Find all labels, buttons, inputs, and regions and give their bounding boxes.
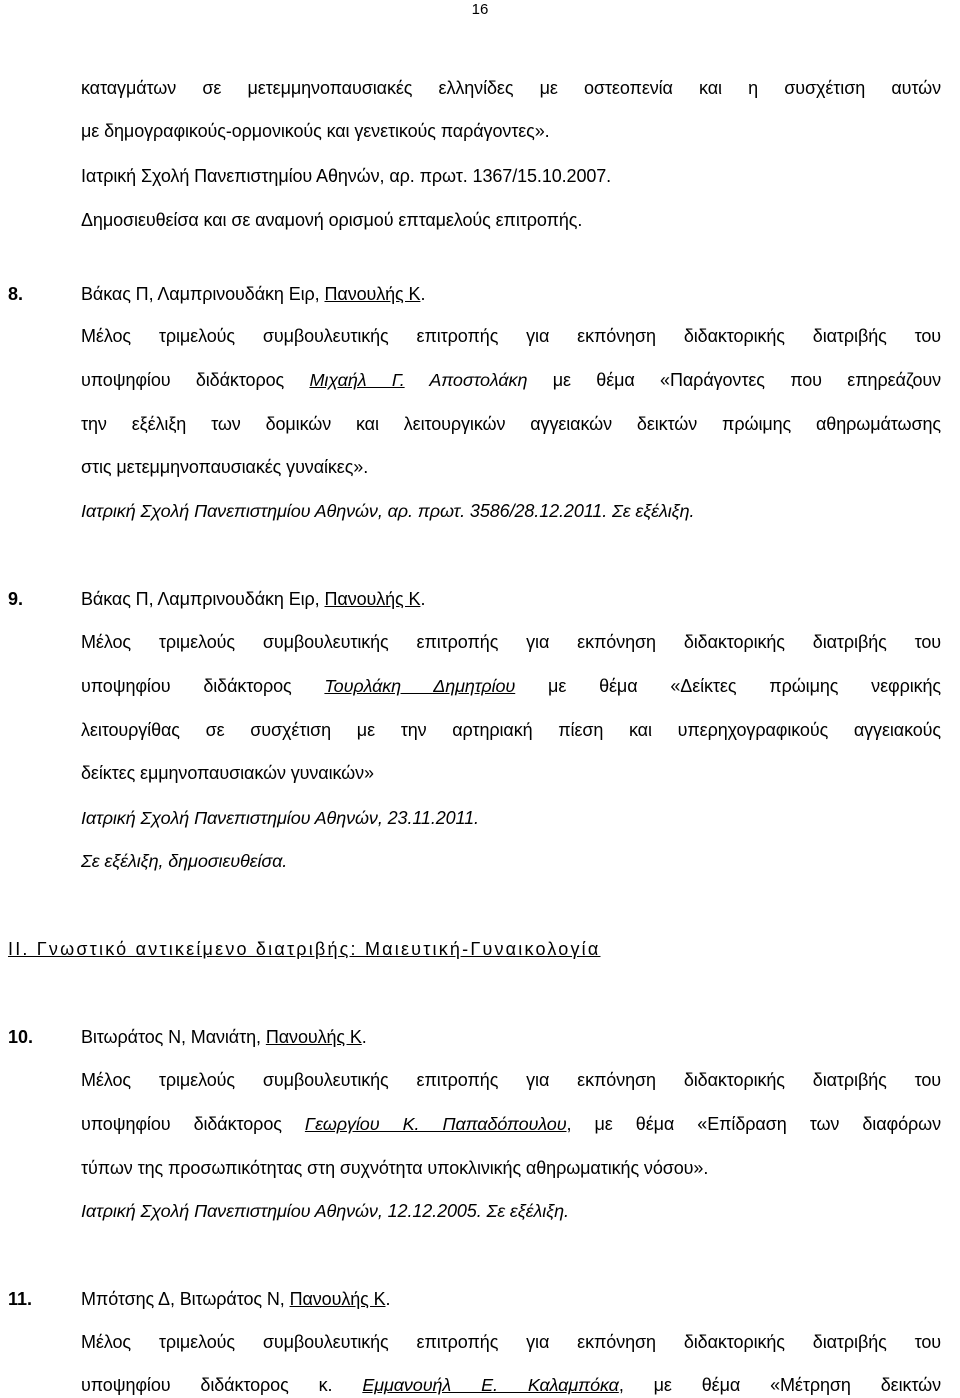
entry8-line2-suffix: με θέμα «Παράγοντες που επηρεάζουν (527, 370, 942, 390)
entry11-authors-prefix: Μπότσης Δ, Βιτωράτος Ν, (81, 1289, 290, 1309)
entry8-authors-underlined: Πανουλής Κ (324, 284, 421, 304)
entry8-line3: την εξέλιξη των δομικών και λειτουργικών αγγειακών δεικτών πρώιμης αθηρωμάτωσης (81, 414, 941, 434)
entry9-line2-prefix: υποψηφίου διδάκτορος (81, 676, 325, 696)
entry11-authors-underlined: Πανουλής Κ (289, 1289, 386, 1309)
entry7-line2: με δημογραφικούς-ορμονικούς και γενετικούς παράγοντες». (81, 121, 550, 141)
section-heading: ΙΙ. Γνωστικό αντικείμενο διατριβής: Μαιευτική-Γυναικολογία (8, 939, 601, 959)
entry10-line2-prefix: υποψηφίου διδάκτορος (81, 1114, 305, 1134)
entry8-line5: Ιατρική Σχολή Πανεπιστημίου Αθηνών, αρ. πρωτ. 3586/28.12.2011. Σε εξέλιξη. (81, 501, 695, 521)
entry8-line2-prefix: υποψηφίου διδάκτορος (81, 370, 310, 390)
entry7-line1: καταγμάτων σε μετεμμηνοπαυσιακές ελληνίδες με οστεοπενία και η συσχέτιση αυτών (81, 78, 941, 98)
entry11-line2-underlined: Εμμανουήλ Ε. Καλαμπόκα (362, 1375, 619, 1395)
page-number: 16 (471, 1, 489, 18)
entry10-line4: Ιατρική Σχολή Πανεπιστημίου Αθηνών, 12.12.2005. Σε εξέλιξη. (81, 1201, 569, 1221)
entry8-authors-suffix: . (420, 284, 426, 304)
entry9-authors-suffix: . (420, 589, 426, 609)
entry10-line1: Μέλος τριμελούς συμβουλευτικής επιτροπής για εκπόνηση διδακτορικής διατριβής του (81, 1070, 941, 1090)
entry9-line6: Σε εξέλιξη, δημοσιευθείσα. (81, 851, 288, 871)
entry11-line2-prefix: υποψηφίου διδάκτορος κ. (81, 1375, 363, 1395)
entry11-line1: Μέλος τριμελούς συμβουλευτικής επιτροπής για εκπόνηση διδακτορικής διατριβής του (81, 1332, 941, 1352)
entry11-line2 (81, 1372, 941, 1398)
entry10-authors (81, 1024, 367, 1050)
entry11-authors-suffix: . (385, 1289, 391, 1309)
entry9-authors-prefix: Βάκας Π, Λαμπρινουδάκη Ειρ, (81, 589, 325, 609)
entry7-line4: Δημοσιευθείσα και σε αναμονή ορισμού επταμελούς επιτροπής. (81, 210, 583, 230)
entry9-authors-underlined: Πανουλής Κ (324, 589, 421, 609)
entry10-authors-prefix: Βιτωράτος Ν, Μανιάτη, (81, 1027, 266, 1047)
entry8-line2-italic: Αποστολάκη (404, 370, 528, 390)
entry8-line2-underlined: Μιχαήλ Γ. (309, 370, 405, 390)
entry10-authors-underlined: Πανουλής Κ (265, 1027, 362, 1047)
entry11-number: 11. (8, 1289, 33, 1309)
entry10-line2-suffix: , με θέμα «Επίδραση των διαφόρων (566, 1114, 941, 1134)
entry8-authors (81, 281, 425, 307)
entry10-line2 (81, 1111, 941, 1137)
entry9-line2-underlined: Τουρλάκη Δημητρίου (324, 676, 516, 696)
entry9-line4: δείκτες εμμηνοπαυσιακών γυναικών» (81, 763, 374, 783)
entry9-line2-suffix: με θέμα «Δείκτες πρώιμης νεφρικής (515, 676, 941, 696)
entry9-line5: Ιατρική Σχολή Πανεπιστημίου Αθηνών, 23.11.2011. (81, 808, 479, 828)
entry9-line1: Μέλος τριμελούς συμβουλευτικής επιτροπής για εκπόνηση διδακτορικής διατριβής του (81, 632, 941, 652)
entry8-line4: στις μετεμμηνοπαυσιακές γυναίκες». (81, 457, 369, 477)
entry10-authors-suffix: . (361, 1027, 367, 1047)
entry9-line3: λειτουργίθας σε συσχέτιση με την αρτηριακή πίεση και υπερηχογραφικούς αγγειακούς (81, 720, 941, 740)
entry9-authors (81, 586, 425, 612)
entry10-line2-underlined: Γεωργίου Κ. Παπαδόπουλου (304, 1114, 567, 1134)
entry10-line3: τύπων της προσωπικότητας στη συχνότητα υποκλινικής αθηρωματικής νόσου». (81, 1158, 709, 1178)
entry8-line2 (81, 367, 941, 393)
entry11-line2-suffix: , με θέμα «Μέτρηση δεικτών (618, 1375, 942, 1395)
entry11-authors (81, 1286, 390, 1312)
entry9-line2 (81, 673, 941, 699)
entry7-line3: Ιατρική Σχολή Πανεπιστημίου Αθηνών, αρ. πρωτ. 1367/15.10.2007. (81, 166, 612, 186)
entry9-number: 9. (8, 589, 24, 609)
entry8-line1: Μέλος τριμελούς συμβουλευτικής επιτροπής για εκπόνηση διδακτορικής διατριβής του (81, 326, 941, 346)
entry10-number: 10. (8, 1027, 34, 1047)
entry8-authors-prefix: Βάκας Π, Λαμπρινουδάκη Ειρ, (81, 284, 325, 304)
entry8-number: 8. (8, 284, 24, 304)
